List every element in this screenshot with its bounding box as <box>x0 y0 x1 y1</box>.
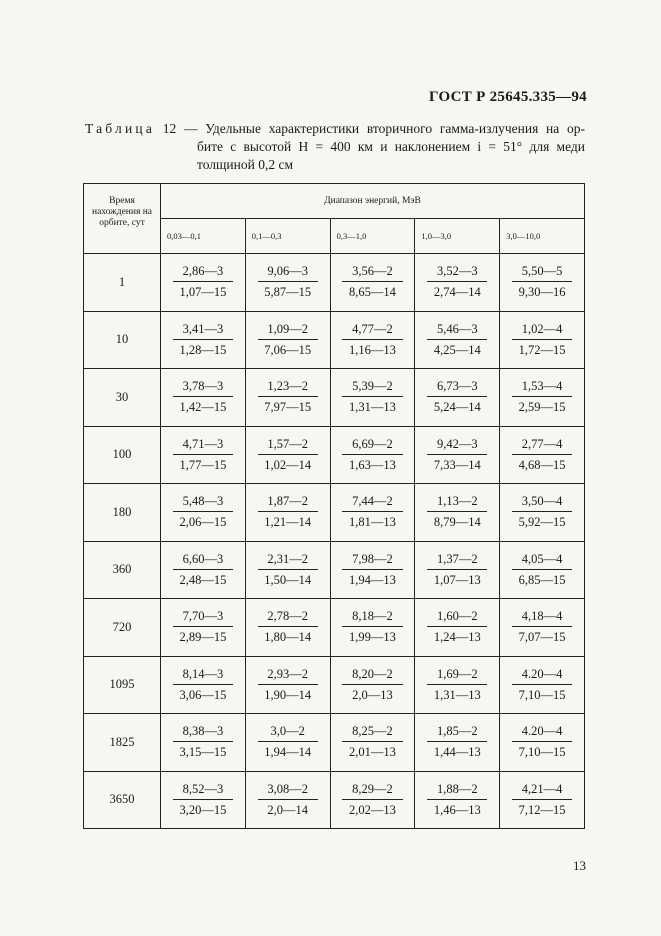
value-denominator: 2,48—15 <box>179 572 227 587</box>
value-cell <box>245 484 330 542</box>
value-numerator: 1,53—4 <box>512 379 572 397</box>
value-denominator: 4,25—14 <box>433 342 481 357</box>
table-row <box>84 771 585 829</box>
value-cell <box>245 541 330 599</box>
value-denominator: 5,24—14 <box>433 400 481 415</box>
value-numerator: 2,93—2 <box>258 667 318 685</box>
value-denominator: 1,50—14 <box>264 572 312 587</box>
value-cell <box>415 541 500 599</box>
value-cell <box>415 771 500 829</box>
value-numerator: 7,44—2 <box>342 494 402 512</box>
value-cell <box>245 771 330 829</box>
value-cell <box>330 254 415 312</box>
value-denominator: 1,21—14 <box>264 515 312 530</box>
value-denominator: 2,74—14 <box>433 285 481 300</box>
value-numerator: 5,50—5 <box>512 264 572 282</box>
value-cell <box>330 771 415 829</box>
value-cell <box>245 369 330 427</box>
value-denominator: 7,07—15 <box>518 630 566 645</box>
value-numerator: 1,23—2 <box>258 379 318 397</box>
value-cell <box>245 714 330 772</box>
table-row <box>84 541 585 599</box>
value-denominator: 2,89—15 <box>179 630 227 645</box>
value-numerator: 3,41—3 <box>173 322 233 340</box>
table-row <box>84 599 585 657</box>
value-cell <box>161 311 246 369</box>
value-numerator: 4,71—3 <box>173 437 233 455</box>
value-numerator: 4,18—4 <box>512 609 572 627</box>
value-numerator: 3,50—4 <box>512 494 572 512</box>
value-cell <box>245 254 330 312</box>
value-numerator: 1,02—4 <box>512 322 572 340</box>
value-denominator: 2,59—15 <box>518 400 566 415</box>
value-denominator: 1,63—13 <box>349 457 396 472</box>
table-row <box>84 369 585 427</box>
value-denominator: 1,72—15 <box>518 342 566 357</box>
value-numerator: 3,78—3 <box>173 379 233 397</box>
value-numerator: 1,85—2 <box>427 724 487 742</box>
value-numerator: 5,39—2 <box>342 379 402 397</box>
value-numerator: 9,06—3 <box>258 264 318 282</box>
time-value: 1095 <box>84 656 161 714</box>
value-denominator: 8,79—14 <box>433 515 481 530</box>
value-cell <box>161 254 246 312</box>
value-numerator: 1,57—2 <box>258 437 318 455</box>
value-denominator: 1,31—13 <box>433 687 481 702</box>
caption-line1: — Удельные характеристики вторичного гамма-излучения на ор- <box>184 121 586 136</box>
value-denominator: 7,10—15 <box>518 687 566 702</box>
value-cell <box>415 656 500 714</box>
value-denominator: 7,10—15 <box>518 745 566 760</box>
value-numerator: 7,98—2 <box>342 552 402 570</box>
value-cell <box>500 656 585 714</box>
value-numerator: 1,69—2 <box>427 667 487 685</box>
value-numerator: 8,20—2 <box>342 667 402 685</box>
time-value: 30 <box>84 369 161 427</box>
value-numerator: 6,73—3 <box>427 379 487 397</box>
value-cell <box>330 369 415 427</box>
value-denominator: 1,02—14 <box>264 457 312 472</box>
energy-range-column-header: 0,3—1,0 <box>330 219 415 254</box>
value-numerator: 6,60—3 <box>173 552 233 570</box>
value-cell <box>500 311 585 369</box>
value-cell <box>330 714 415 772</box>
value-numerator: 3,08—2 <box>258 782 318 800</box>
value-denominator: 1,24—13 <box>433 630 481 645</box>
table-row <box>84 484 585 542</box>
table-row <box>84 656 585 714</box>
value-cell <box>161 599 246 657</box>
value-denominator: 7,33—14 <box>433 457 481 472</box>
value-cell <box>330 599 415 657</box>
value-numerator: 8,18—2 <box>342 609 402 627</box>
value-numerator: 6,69—2 <box>342 437 402 455</box>
value-numerator: 5,46—3 <box>427 322 487 340</box>
value-denominator: 6,85—15 <box>518 572 566 587</box>
value-denominator: 1,99—13 <box>349 630 396 645</box>
value-denominator: 2,0—13 <box>352 687 393 702</box>
value-numerator: 1,88—2 <box>427 782 487 800</box>
value-cell <box>415 714 500 772</box>
value-cell <box>161 541 246 599</box>
energy-range-header: Диапазон энергий, МэВ <box>161 184 585 219</box>
value-cell <box>245 599 330 657</box>
value-cell <box>500 714 585 772</box>
value-cell <box>500 599 585 657</box>
value-cell <box>245 656 330 714</box>
time-value: 1 <box>84 254 161 312</box>
value-cell <box>330 541 415 599</box>
time-value: 10 <box>84 311 161 369</box>
caption-label: Таблица <box>85 121 156 136</box>
value-cell <box>161 426 246 484</box>
value-numerator: 8,29—2 <box>342 782 402 800</box>
value-cell <box>330 426 415 484</box>
caption-line2: бите с высотой H = 400 км и наклонением i = 51° для меди <box>197 139 585 154</box>
value-denominator: 7,06—15 <box>264 342 312 357</box>
value-cell <box>500 426 585 484</box>
energy-range-column-header: 0,1—0,3 <box>245 219 330 254</box>
value-cell <box>415 311 500 369</box>
value-denominator: 1,80—14 <box>264 630 312 645</box>
value-numerator: 3,0—2 <box>258 724 318 742</box>
energy-range-column-header: 1,0—3,0 <box>415 219 500 254</box>
value-cell <box>500 484 585 542</box>
value-cell <box>500 541 585 599</box>
value-denominator: 1,46—13 <box>433 802 481 817</box>
value-numerator: 4,05—4 <box>512 552 572 570</box>
time-value: 1825 <box>84 714 161 772</box>
value-denominator: 5,87—15 <box>264 285 312 300</box>
table-row <box>84 254 585 312</box>
value-cell <box>415 426 500 484</box>
value-cell <box>245 426 330 484</box>
energy-table <box>83 183 585 829</box>
value-denominator: 1,94—13 <box>349 572 396 587</box>
value-denominator: 2,0—14 <box>267 802 308 817</box>
value-numerator: 8,52—3 <box>173 782 233 800</box>
value-denominator: 2,01—13 <box>349 745 396 760</box>
value-numerator: 5,48—3 <box>173 494 233 512</box>
value-numerator: 8,14—3 <box>173 667 233 685</box>
value-numerator: 8,38—3 <box>173 724 233 742</box>
value-cell <box>161 656 246 714</box>
table-row <box>84 311 585 369</box>
table-row <box>84 426 585 484</box>
caption-number: 12 <box>162 121 177 136</box>
value-denominator: 3,06—15 <box>179 687 227 702</box>
time-column-header: Время нахождения на орбите, сут <box>84 184 161 254</box>
value-denominator: 1,28—15 <box>179 342 227 357</box>
value-cell <box>161 484 246 542</box>
value-denominator: 2,06—15 <box>179 515 227 530</box>
value-denominator: 3,15—15 <box>179 745 227 760</box>
value-denominator: 9,30—16 <box>518 285 566 300</box>
value-cell <box>415 254 500 312</box>
value-denominator: 2,02—13 <box>349 802 396 817</box>
value-denominator: 1,81—13 <box>349 515 396 530</box>
value-numerator: 2,77—4 <box>512 437 572 455</box>
value-cell <box>500 369 585 427</box>
value-denominator: 1,31—13 <box>349 400 396 415</box>
value-numerator: 4.20—4 <box>512 667 572 685</box>
value-cell <box>245 311 330 369</box>
value-cell <box>161 714 246 772</box>
value-cell <box>415 369 500 427</box>
value-cell <box>161 771 246 829</box>
value-numerator: 4,21—4 <box>512 782 572 800</box>
energy-range-column-header: 3,0—10,0 <box>500 219 585 254</box>
value-numerator: 7,70—3 <box>173 609 233 627</box>
value-denominator: 7,12—15 <box>518 802 566 817</box>
value-denominator: 5,92—15 <box>518 515 566 530</box>
value-denominator: 7,97—15 <box>264 400 312 415</box>
value-cell <box>415 484 500 542</box>
value-cell <box>415 599 500 657</box>
value-denominator: 1,94—14 <box>264 745 312 760</box>
value-numerator: 2,78—2 <box>258 609 318 627</box>
time-value: 100 <box>84 426 161 484</box>
value-cell <box>500 771 585 829</box>
value-numerator: 1,87—2 <box>258 494 318 512</box>
energy-range-column-header: 0,03—0,1 <box>161 219 246 254</box>
value-denominator: 1,07—15 <box>179 285 227 300</box>
value-numerator: 1,60—2 <box>427 609 487 627</box>
value-numerator: 3,52—3 <box>427 264 487 282</box>
time-value: 720 <box>84 599 161 657</box>
value-cell <box>330 484 415 542</box>
value-denominator: 1,77—15 <box>179 457 227 472</box>
value-numerator: 4,77—2 <box>342 322 402 340</box>
value-cell <box>161 369 246 427</box>
value-numerator: 2,31—2 <box>258 552 318 570</box>
value-numerator: 1,13—2 <box>427 494 487 512</box>
time-value: 360 <box>84 541 161 599</box>
value-denominator: 8,65—14 <box>349 285 396 300</box>
value-cell <box>330 311 415 369</box>
document-code: ГОСТ Р 25645.335—94 <box>429 89 587 105</box>
value-cell <box>330 656 415 714</box>
value-numerator: 9,42—3 <box>427 437 487 455</box>
value-numerator: 1,37—2 <box>427 552 487 570</box>
value-numerator: 1,09—2 <box>258 322 318 340</box>
value-numerator: 4.20—4 <box>512 724 572 742</box>
value-denominator: 1,16—13 <box>349 342 396 357</box>
value-numerator: 8,25—2 <box>342 724 402 742</box>
value-denominator: 3,20—15 <box>179 802 227 817</box>
time-value: 3650 <box>84 771 161 829</box>
value-denominator: 1,44—13 <box>433 745 481 760</box>
table-caption <box>85 120 585 174</box>
value-denominator: 4,68—15 <box>518 457 566 472</box>
value-numerator: 3,56—2 <box>342 264 402 282</box>
table-row <box>84 714 585 772</box>
value-cell <box>500 254 585 312</box>
value-denominator: 1,42—15 <box>179 400 227 415</box>
page-number: 13 <box>573 858 586 873</box>
value-denominator: 1,90—14 <box>264 687 312 702</box>
time-value: 180 <box>84 484 161 542</box>
value-numerator: 2,86—3 <box>173 264 233 282</box>
value-denominator: 1,07—13 <box>433 572 481 587</box>
caption-line3: толщиной 0,2 см <box>197 157 294 172</box>
